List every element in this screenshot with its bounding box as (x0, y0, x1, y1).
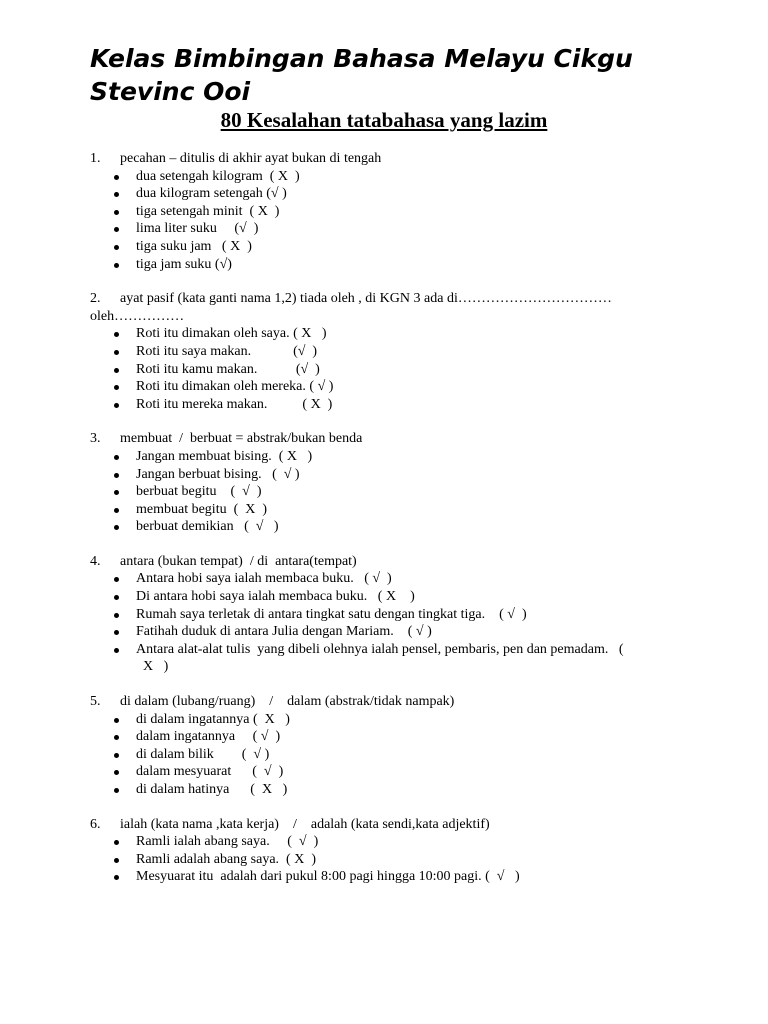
document-title: Kelas Bimbingan Bahasa Melayu Cikgu Stevinc Ooi (90, 44, 633, 106)
example-item: lima liter suku (√ ) (112, 220, 670, 238)
rule-heading (90, 290, 670, 325)
rule-heading (90, 816, 670, 834)
rule-heading-text: antara (bukan tempat) / di antara(tempat) (120, 553, 357, 569)
rule-heading-text: ayat pasif (kata ganti nama 1,2) tiada oleh , di KGN 3 ada di…………………………… oleh…………… (90, 291, 616, 324)
rule-heading-text: di dalam (lubang/ruang) / dalam (abstrak/tidak nampak) (120, 694, 455, 710)
example-item: membuat begitu ( X ) (112, 501, 670, 519)
example-item: dua kilogram setengah (√ ) (112, 185, 670, 203)
example-item: tiga setengah minit ( X ) (112, 203, 670, 221)
rule-heading-text: membuat / berbuat = abstrak/bukan benda (120, 431, 363, 447)
rule-heading (90, 430, 670, 448)
rule-number: 5. (90, 694, 101, 710)
example-item: Jangan membuat bising. ( X ) (112, 448, 670, 466)
example-item: di dalam ingatannya ( X ) (112, 711, 670, 729)
example-item: Ramli adalah abang saya. ( X ) (112, 851, 670, 869)
example-item: Roti itu kamu makan. (√ ) (112, 361, 670, 379)
example-item: Mesyuarat itu adalah dari pukul 8:00 pagi hingga 10:00 pagi. ( √ ) (112, 868, 670, 886)
rule-heading (90, 693, 670, 711)
example-item: Fatihah duduk di antara Julia dengan Mariam. ( √ ) (112, 623, 670, 641)
rule-heading (90, 553, 670, 571)
example-item: dalam mesyuarat ( √ ) (112, 763, 670, 781)
rule-heading-text: ialah (kata nama ,kata kerja) / adalah (kata sendi,kata adjektif) (120, 816, 490, 832)
example-item: tiga suku jam ( X ) (112, 238, 670, 256)
rule-section (90, 430, 670, 536)
rule-number: 1. (90, 151, 101, 166)
rule-number: 4. (90, 553, 101, 569)
example-list (90, 325, 670, 413)
rule-heading-text: pecahan – ditulis di akhir ayat bukan di tengah (120, 151, 382, 166)
example-item: Antara alat-alat tulis yang dibeli olehnya ialah pensel, pembaris, pen dan pemadam. ( X ) (112, 641, 670, 676)
example-item: berbuat demikian ( √ ) (112, 518, 670, 536)
example-item: berbuat begitu ( √ ) (112, 483, 670, 501)
rule-section (90, 150, 670, 273)
rule-number: 3. (90, 431, 101, 447)
document-subtitle: 80 Kesalahan tatabahasa yang lazim (220, 108, 548, 132)
example-item: Roti itu mereka makan. ( X ) (112, 396, 670, 414)
example-item: Rumah saya terletak di antara tingkat satu dengan tingkat tiga. ( √ ) (112, 606, 670, 624)
example-item: tiga jam suku (√) (112, 256, 670, 274)
example-list (90, 833, 670, 886)
example-item: Roti itu dimakan oleh mereka. ( √ ) (112, 378, 670, 396)
rule-number: 6. (90, 816, 101, 832)
rule-number: 2. (90, 291, 101, 307)
example-item: Roti itu saya makan. (√ ) (112, 343, 670, 361)
example-list (90, 711, 670, 799)
example-item: dua setengah kilogram ( X ) (112, 168, 670, 186)
example-item: Roti itu dimakan oleh saya. ( X ) (112, 325, 670, 343)
rule-section (90, 290, 670, 413)
example-list (90, 168, 670, 274)
example-item: Di antara hobi saya ialah membaca buku. ( X ) (112, 588, 670, 606)
example-item: Jangan berbuat bising. ( √ ) (112, 466, 670, 484)
example-item: dalam ingatannya ( √ ) (112, 728, 670, 746)
example-item: Ramli ialah abang saya. ( √ ) (112, 833, 670, 851)
example-list (90, 448, 670, 536)
example-list (90, 570, 670, 676)
sections-list (90, 150, 670, 903)
example-item: di dalam bilik ( √ ) (112, 746, 670, 764)
example-item: di dalam hatinya ( X ) (112, 781, 670, 799)
rule-section (90, 816, 670, 886)
rule-section (90, 553, 670, 676)
rule-section (90, 693, 670, 799)
example-item: Antara hobi saya ialah membaca buku. ( √ ) (112, 570, 670, 588)
rule-heading (90, 150, 670, 168)
